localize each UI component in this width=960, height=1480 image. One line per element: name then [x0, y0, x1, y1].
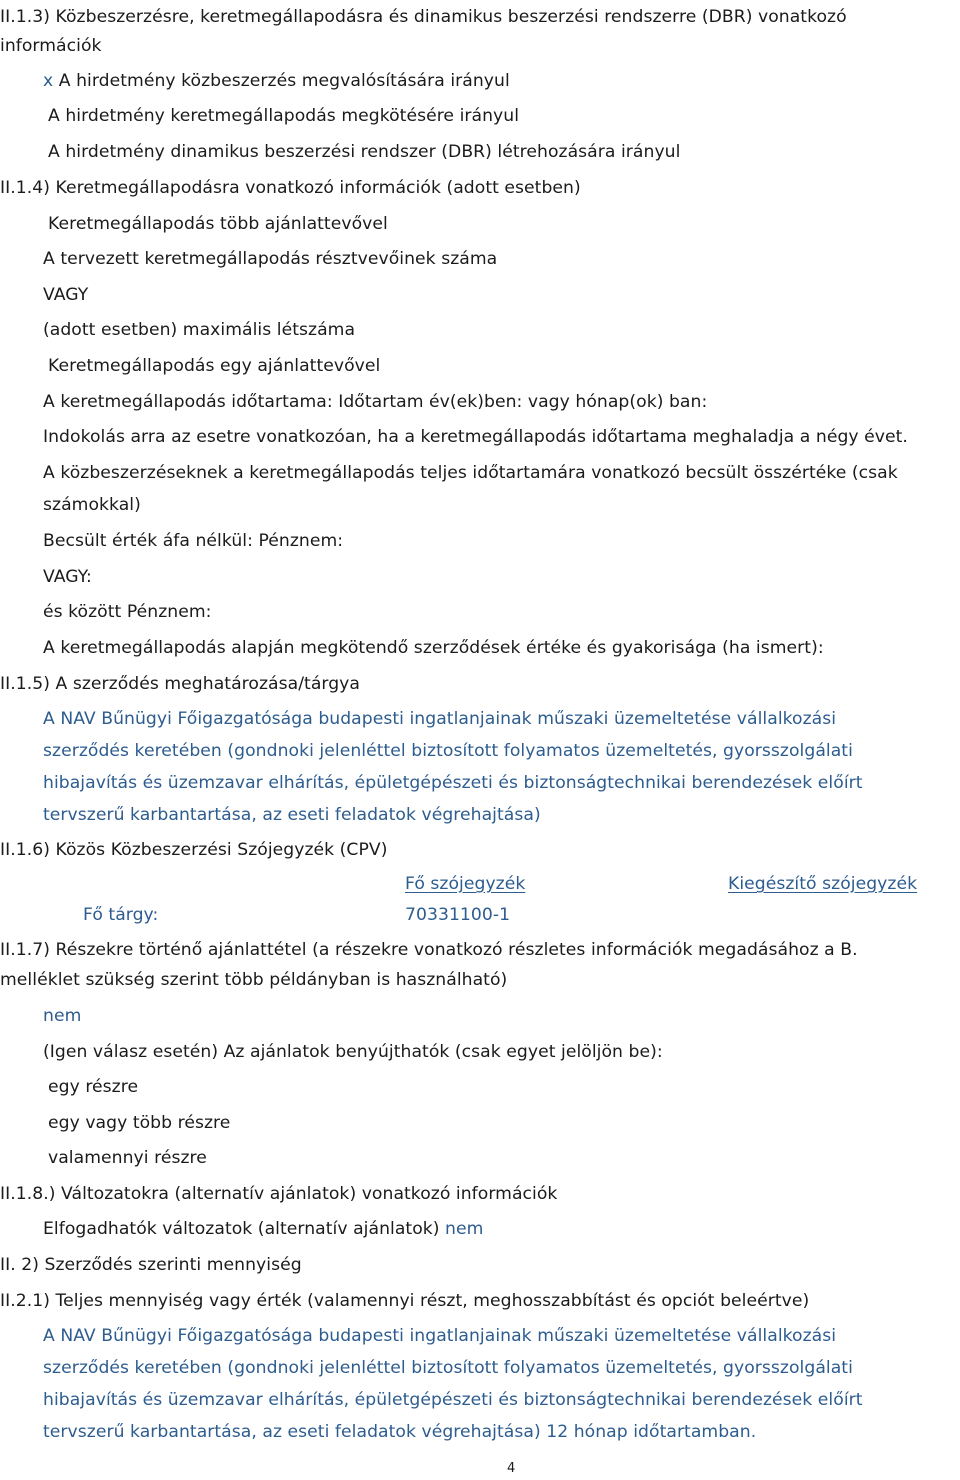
section-heading-ii-1-4: II.1.4) Keretmegállapodásra vonatkozó információk (adott esetben) [0, 178, 581, 198]
text-line: (adott esetben) maximális létszáma [43, 320, 356, 340]
option-label: A hirdetmény dinamikus beszerzési rendszer (DBR) létrehozására irányul [48, 142, 681, 162]
cpv-supplementary-header: Kiegészítő szójegyzék [728, 874, 918, 894]
section-heading-ii-1-5: II.1.5) A szerződés meghatározása/tárgya [0, 674, 360, 694]
text-line: A közbeszerzéseknek a keretmegállapodás teljes időtartamára vonatkozó becsült összértéke (csak [43, 463, 898, 483]
description-line: hibajavítás és üzemzavar elhárítás, épületgépészeti és biztonságtechnikai berendezések előírt [43, 773, 863, 793]
text-line: (Igen válasz esetén) Az ajánlatok benyújthatók (csak egyet jelöljön be): [43, 1042, 663, 1062]
option-label: egy vagy több részre [48, 1113, 231, 1133]
section-heading-ii-1-7-cont: melléklet szükség szerint több példányban is használható) [0, 970, 508, 990]
description-line: A NAV Bűnügyi Főigazgatósága budapesti ingatlanjainak műszaki üzemeltetése vállalkozási [43, 1326, 837, 1346]
section-heading-ii-1-3: II.1.3) Közbeszerzésre, keretmegállapodásra és dinamikus beszerzési rendszerre (DBR) vonatkozó [0, 7, 847, 27]
text-line: A keretmegállapodás alapján megkötendő szerződések értéke és gyakorisága (ha ismert): [43, 638, 824, 658]
section-heading-ii-1-3-cont: információk [0, 36, 102, 56]
description-line: tervszerű karbantartása, az eseti feladatok végrehajtása) 12 hónap időtartamban. [43, 1422, 757, 1442]
cpv-row-label: Fő tárgy: [83, 905, 159, 925]
section-heading-ii-1-8: II.1.8.) Változatokra (alternatív ajánlatok) vonatkozó információk [0, 1184, 558, 1204]
cpv-code: 70331100-1 [405, 905, 511, 925]
option-label: egy részre [48, 1077, 139, 1097]
text-line: A tervezett keretmegállapodás résztvevőinek száma [43, 249, 498, 269]
section-heading-ii-2: II. 2) Szerződés szerinti mennyiség [0, 1255, 302, 1275]
text-line: Keretmegállapodás egy ajánlattevővel [48, 356, 381, 376]
text-line: A keretmegállapodás időtartama: Időtartam év(ek)ben: vagy hónap(ok) ban: [43, 392, 708, 412]
text-line: Indokolás arra az esetre vonatkozóan, ha a keretmegállapodás időtartama meghaladja a négy évet. [43, 427, 908, 447]
text-line: Becsült érték áfa nélkül: Pénznem: [43, 531, 344, 551]
text-line: és között Pénznem: [43, 602, 212, 622]
text-line: Keretmegállapodás több ajánlattevővel [48, 214, 388, 234]
page-number: 4 [507, 1461, 516, 1476]
checkbox-mark: x [43, 71, 54, 91]
option-label: valamennyi részre [48, 1148, 207, 1168]
description-line: A NAV Bűnügyi Főigazgatósága budapesti ingatlanjainak műszaki üzemeltetése vállalkozási [43, 709, 837, 729]
text-line [43, 1217, 483, 1241]
answer-value: nem [445, 1219, 484, 1239]
description-line: hibajavítás és üzemzavar elhárítás, épületgépészeti és biztonságtechnikai berendezések előírt [43, 1390, 863, 1410]
text-line: számokkal) [43, 495, 141, 515]
description-line: tervszerű karbantartása, az eseti feladatok végrehajtása) [43, 805, 541, 825]
option-label: A hirdetmény keretmegállapodás megkötésére irányul [48, 106, 520, 126]
section-heading-ii-2-1: II.2.1) Teljes mennyiség vagy érték (valamennyi részt, meghosszabbítást és opciót beleértve) [0, 1291, 810, 1311]
cpv-main-header: Fő szójegyzék [405, 874, 526, 894]
option-row [43, 69, 510, 93]
option-label: A hirdetmény közbeszerzés megvalósítására irányul [58, 71, 510, 91]
variants-label: Elfogadhatók változatok (alternatív ajánlatok) [43, 1219, 440, 1239]
section-heading-ii-1-7: II.1.7) Részekre történő ajánlattétel (a részekre vonatkozó részletes információk megadásához a B. [0, 940, 858, 960]
text-line: VAGY [43, 285, 89, 305]
description-line: szerződés keretében (gondnoki jelenléttel biztosított folyamatos üzemeltetés, gyorsszolgálati [43, 741, 853, 761]
answer-value: nem [43, 1006, 82, 1026]
description-line: szerződés keretében (gondnoki jelenléttel biztosított folyamatos üzemeltetés, gyorsszolgálati [43, 1358, 853, 1378]
text-line: VAGY: [43, 567, 92, 587]
section-heading-ii-1-6: II.1.6) Közös Közbeszerzési Szójegyzék (CPV) [0, 840, 388, 860]
